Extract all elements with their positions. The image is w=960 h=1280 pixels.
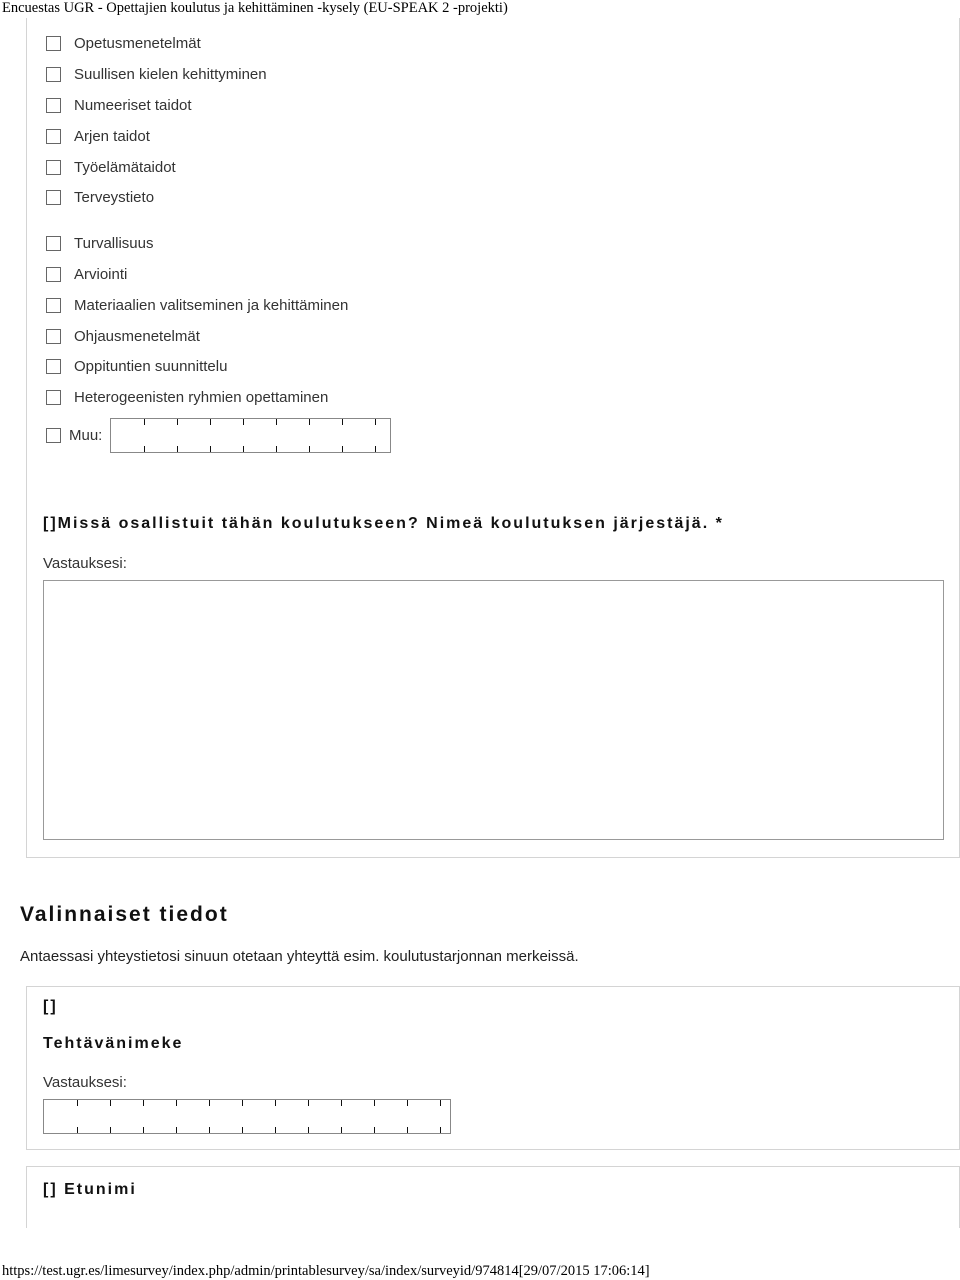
option-numeeriset-taidot[interactable] [46,97,192,114]
comb-tick [177,419,178,425]
other-label: Muu: [69,427,103,444]
comb-tick [243,446,244,452]
comb-tick [144,419,145,425]
comb-tick [375,446,376,452]
answer-label: Vastauksesi: [43,1074,127,1091]
comb-tick [176,1127,177,1133]
option-tyoelamataidot[interactable] [46,159,176,176]
option-label: Turvallisuus [74,235,154,252]
checkbox[interactable] [46,390,61,405]
comb-tick [308,1127,309,1133]
option-suullisen-kielen[interactable] [46,66,267,83]
page-header-title: Encuestas UGR - Opettajien koulutus ja kehittäminen -kysely (EU-SPEAK 2 -projekti) [2,0,508,16]
comb-tick [440,1127,441,1133]
comb-tick [309,419,310,425]
checkbox[interactable] [46,36,61,51]
option-label: Oppituntien suunnittelu [74,358,228,375]
comb-tick [374,1127,375,1133]
option-label: Materiaalien valitseminen ja kehittäminen [74,297,349,314]
comb-tick [110,1100,111,1106]
checkbox[interactable] [46,98,61,113]
comb-tick [407,1127,408,1133]
comb-tick [143,1127,144,1133]
option-label: Opetusmenetelmät [74,35,201,52]
option-label: Terveystieto [74,189,155,206]
question-location-title: []Missä osallistuit tähän koulutukseen? Nimeä koulutuksen järjestäjä. * [43,515,724,532]
comb-tick [407,1100,408,1106]
option-arjen-taidot[interactable] [46,128,150,145]
question-job-prefix: [] [43,998,58,1015]
comb-tick [243,419,244,425]
option-label: Työelämätaidot [74,159,176,176]
comb-tick [342,419,343,425]
option-label: Suullisen kielen kehittyminen [74,66,267,83]
option-terveystieto[interactable] [46,189,154,206]
checkbox[interactable] [46,236,61,251]
option-heterogeenisten[interactable] [46,389,328,406]
checkbox[interactable] [46,267,61,282]
comb-tick [276,419,277,425]
comb-tick [77,1100,78,1106]
checkbox[interactable] [46,67,61,82]
comb-tick [144,446,145,452]
comb-tick [375,419,376,425]
page-footer-url: https://test.ugr.es/limesurvey/index.php/admin/printablesurvey/sa/index/surveyid/974814[29/07/2015 17:06:14] [2,1263,650,1279]
option-oppituntien[interactable] [46,358,227,375]
comb-tick [177,446,178,452]
question-firstname-title: [] Etunimi [43,1181,137,1198]
answer-label: Vastauksesi: [43,555,127,572]
comb-tick [309,446,310,452]
comb-tick [276,446,277,452]
option-label: Ohjausmenetelmät [74,328,200,345]
comb-tick [440,1100,441,1106]
checkbox[interactable] [46,129,61,144]
section-title: Valinnaiset tiedot [20,903,229,926]
other-text-input[interactable] [110,418,391,453]
comb-tick [209,1100,210,1106]
comb-tick [176,1100,177,1106]
comb-tick [341,1127,342,1133]
checkbox[interactable] [46,428,61,443]
option-label: Arjen taidot [74,128,150,145]
comb-tick [77,1127,78,1133]
checkbox[interactable] [46,329,61,344]
comb-tick [308,1100,309,1106]
job-title-input[interactable] [43,1099,451,1134]
option-ohjausmenetelmat[interactable] [46,328,200,345]
comb-tick [242,1127,243,1133]
option-opetusmenetelmat[interactable] [46,35,201,52]
comb-tick [209,1127,210,1133]
question-job-title: Tehtävänimeke [43,1035,184,1052]
checkbox[interactable] [46,160,61,175]
option-label: Arviointi [74,266,128,283]
section-description: Antaessasi yhteystietosi sinuun otetaan yhteyttä esim. koulutustarjonnan merkeissä. [20,948,579,965]
option-arviointi[interactable] [46,266,127,283]
option-other[interactable] [46,427,102,444]
checkbox[interactable] [46,298,61,313]
comb-tick [341,1100,342,1106]
comb-tick [143,1100,144,1106]
question-panel-first-name [26,1166,960,1228]
comb-tick [275,1127,276,1133]
comb-tick [242,1100,243,1106]
comb-tick [210,446,211,452]
comb-tick [342,446,343,452]
option-materiaalien[interactable] [46,297,348,314]
checkbox[interactable] [46,190,61,205]
option-label: Heterogeenisten ryhmien opettaminen [74,389,329,406]
comb-tick [110,1127,111,1133]
comb-tick [210,419,211,425]
comb-tick [374,1100,375,1106]
option-label: Numeeriset taidot [74,97,192,114]
comb-tick [275,1100,276,1106]
location-answer-textarea[interactable] [43,580,944,840]
option-turvallisuus[interactable] [46,235,153,252]
checkbox[interactable] [46,359,61,374]
